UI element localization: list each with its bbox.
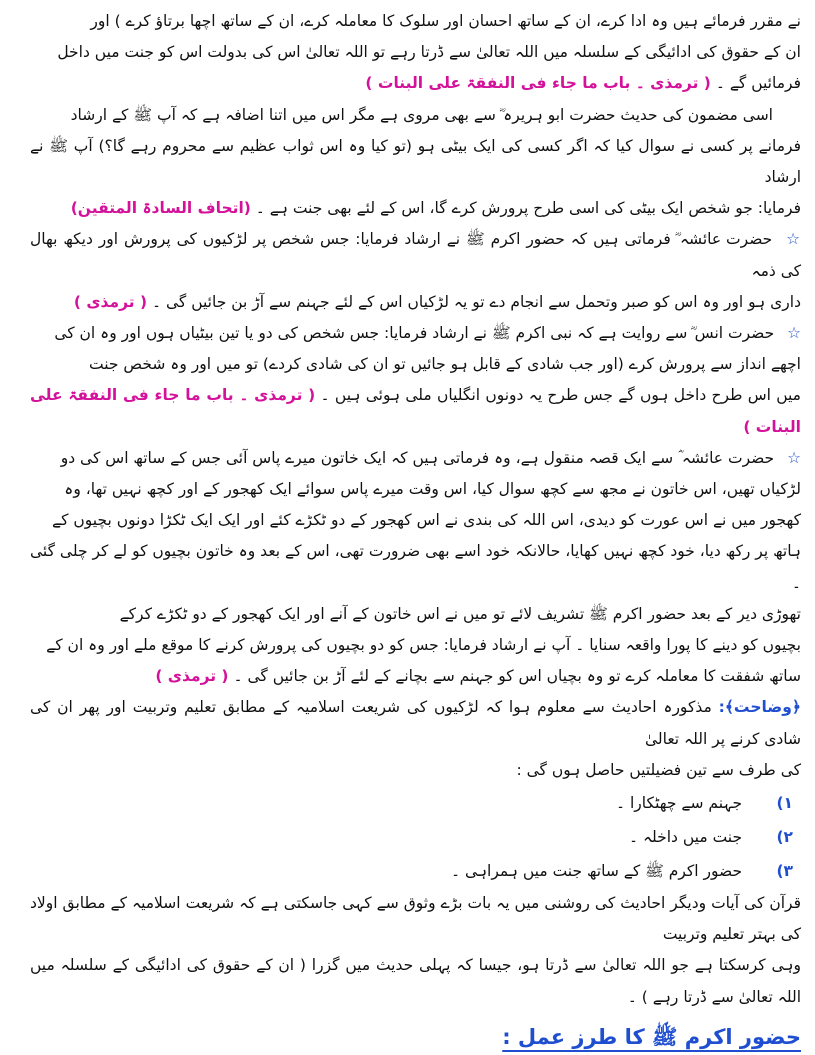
- paragraph-5-text-7: ساتھ شفقت کا معاملہ کرے تو وہ بچیاں اس کو جہنم سے بچانے کے لئے آڑ بن جائیں گی ۔: [233, 667, 801, 686]
- star-icon: ☆: [787, 448, 801, 467]
- paragraph-3-line-1: [30, 224, 801, 286]
- reference-tirmidhi-4: ( ترمذی ): [155, 667, 229, 686]
- paragraph-5-line-4: ہاتھ پر رکھ دیا، خود کچھ نہیں کھایا، حالانکہ خود اسے بھی ضرورت تھی، اس کے بعد وہ خاتون بچیوں کو لے کر چلی گئی ۔: [30, 542, 801, 592]
- list-text: حضور اکرم ﷺ کے ساتھ جنت میں ہمراہی ۔: [451, 862, 743, 881]
- paragraph-2-line-3: [30, 193, 801, 224]
- paragraph-4-line-1: [30, 318, 801, 349]
- paragraph-3-text-2: داری ہو اور وہ اس کو صبر وتحمل سے انجام دے تو یہ لڑکیاں اس کے لئے جہنم سے آڑ بن جائیں گی ۔: [151, 292, 801, 311]
- list-number: ۱): [776, 794, 793, 813]
- paragraph-2-line-2: فرمانے پر کسی نے سوال کیا کہ اگر کسی کی ایک بیٹی ہو (تو کیا وہ اس ثواب عظیم سے محروم رہے گا؟) آپ ﷺ نے ارشاد: [30, 136, 801, 187]
- star-icon: ☆: [786, 230, 801, 249]
- list-text: جہنم سے چھٹکارا ۔: [615, 794, 743, 813]
- list-item: [30, 854, 801, 888]
- paragraph-1-line-1: نے مقرر فرمائے ہیں وہ ادا کرے، ان کے ساتھ احسان اور سلوک کا معاملہ کرے، ان کے ساتھ اچھا برتاؤ کرے ) اور: [90, 12, 801, 30]
- reference-tirmidhi-2: ( ترمذی ): [73, 292, 148, 311]
- list-item: [30, 786, 801, 820]
- paragraph-1-text: فرمائیں گے ۔: [715, 74, 801, 93]
- reference-tirmidhi-3: ( ترمذی ۔ باب ما جاء فی النفقۃ علی البنات ): [30, 386, 801, 436]
- section-heading: حضور اکرم ﷺ کا طرز عمل :: [502, 1024, 801, 1049]
- paragraph-4-text: حضرت انس ؓ سے روایت ہے کہ نبی اکرم ﷺ نے ارشاد فرمایا: جس شخص کی دو یا تین بیٹیاں ہوں اور وہ ان کی: [54, 324, 775, 343]
- paragraph-5-text: حضرت عائشہ ؓ سے ایک قصہ منقول ہے، وہ فرماتی ہیں کہ ایک خاتون میرے پاس آئی جس کے ساتھ اس کی دو: [60, 448, 775, 467]
- paragraph-4-line-2: اچھے انداز سے پرورش کرے (اور جب شادی کے قابل ہو جائیں تو ان کی شادی کردے) تو میں اور وہ شخص جنت: [88, 355, 801, 374]
- paragraph-5-line-7: [30, 661, 801, 692]
- paragraph-3-line-2: [30, 287, 801, 318]
- paragraph-3-text: حضرت عائشہ ؓ فرماتی ہیں کہ حضور اکرم ﷺ نے ارشاد فرمایا: جس شخص پر لڑکیوں کی پرورش اور دیکھ بھال کی ذمہ: [30, 230, 801, 280]
- explanation-line-2: کی طرف سے تین فضیلتیں حاصل ہوں گی :: [516, 760, 801, 779]
- paragraph-5-line-6: بچیوں کو دینے کا پورا واقعہ سنایا ۔ آپ نے ارشاد فرمایا: جس کو دو بچیوں کی پرورش کرنے کا موقع ملے اور وہ ان کے: [46, 636, 801, 655]
- paragraph-1-line-2: ان کے حقوق کی ادائیگی کے سلسلہ میں اللہ تعالیٰ سے ڈرتا رہے تو اللہ تعالیٰ اس کی بدولت اس کو جنت میں داخل: [57, 43, 801, 62]
- paragraph-2-text: فرمایا: جو شخص ایک بیٹی کی اسی طرح پرورش کرے گا، اس کے لئے بھی جنت ہے ۔: [255, 199, 801, 218]
- paragraph-5-line-3: کھجور میں نے اس عورت کو دیدی، اس اللہ کی بندی نے اس کھجور کے دو ٹکڑے کئے اور ایک ایک ٹکڑا دونوں بچیوں کے: [52, 511, 801, 530]
- reference-tirmidhi-1: ( ترمذی ۔ باب ما جاء فی النفقۃ علی البنات ): [365, 74, 711, 93]
- list-item: [30, 820, 801, 854]
- conclusion-line-2: وہی کرسکتا ہے جو اللہ تعالیٰ سے ڈرتا ہو، جیسا کہ پہلی حدیث میں گزرا ( ان کے حقوق کی ادائیگی کے سلسلہ میں اللہ تعالیٰ سے ڈرتا رہے ) ۔: [30, 956, 801, 1006]
- list-number: ۳): [776, 862, 793, 881]
- paragraph-2-line-1: اسی مضمون کی حدیث حضرت ابو ہریرہ ؓ سے بھی مروی ہے مگر اس میں اتنا اضافہ ہے کہ آپ ﷺ کے ارشاد: [70, 105, 773, 124]
- explanation-line-1: [30, 692, 801, 754]
- star-icon: ☆: [787, 324, 801, 343]
- paragraph-5-line-2: لڑکیاں تھیں، اس خاتون نے مجھ سے کچھ سوال کیا، اس وقت میرے پاس سوائے ایک کھجور کے اور کچھ نہیں تھا، وہ: [64, 480, 801, 499]
- paragraph-5-line-5: تھوڑی دیر کے بعد حضور اکرم ﷺ تشریف لائے تو میں نے اس خاتون کے آنے اور ایک کھجور کے دو ٹکڑے کرکے: [119, 604, 801, 623]
- list-text: جنت میں داخلہ ۔: [628, 828, 743, 847]
- conclusion-line-1: قرآن کی آیات ودیگر احادیث کی روشنی میں یہ بات بڑے وثوق سے کہی جاسکتی ہے کہ شریعت اسلامیہ کے مطابق اولاد کی بہتر تعلیم وتربیت: [30, 894, 801, 944]
- paragraph-5-line-1: [30, 443, 801, 474]
- explanation-text: مذکورہ احادیث سے معلوم ہوا کہ لڑکیوں کی شریعت اسلامیہ کے مطابق تعلیم وتربیت اور پھر ان کی شادی کرنے پر اللہ تعالیٰ: [30, 698, 801, 748]
- paragraph-1-line-3: [30, 68, 801, 99]
- explanation-label: ﴿وضاحت﴾:: [718, 698, 801, 717]
- list-number: ۲): [776, 828, 793, 847]
- paragraph-4-text-3: میں اس طرح داخل ہوں گے جس طرح یہ دونوں انگلیاں ملی ہوئی ہیں ۔: [320, 386, 801, 405]
- paragraph-4-line-3: [30, 380, 801, 442]
- reference-ithaf: (اتحاف السادۃ المتقین): [70, 199, 251, 218]
